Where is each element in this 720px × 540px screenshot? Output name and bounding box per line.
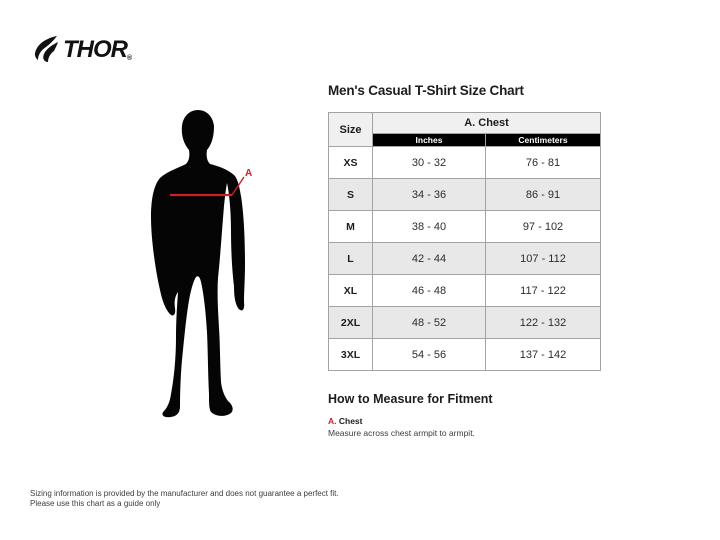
centimeters-value: 117 - 122: [486, 275, 601, 307]
thor-helmet-icon: [33, 36, 59, 63]
brand-name: [63, 35, 132, 63]
chest-group-header: A. Chest: [373, 113, 601, 134]
chart-title: Men's Casual T-Shirt Size Chart: [328, 83, 524, 98]
silhouette-svg: [148, 110, 263, 420]
centimeters-value: 107 - 112: [486, 243, 601, 275]
centimeters-value: 122 - 132: [486, 307, 601, 339]
size-column-header: Size: [329, 113, 373, 147]
table-row: [329, 307, 601, 339]
table-row: [329, 211, 601, 243]
measure-item-description: Measure across chest armpit to armpit.: [328, 428, 475, 438]
size-value: M: [329, 211, 373, 243]
inches-value: 48 - 52: [373, 307, 486, 339]
body-silhouette-shape: [151, 110, 245, 417]
inches-value: 34 - 36: [373, 179, 486, 211]
measure-item-label: [328, 416, 600, 426]
inches-value: 42 - 44: [373, 243, 486, 275]
centimeters-value: 97 - 102: [486, 211, 601, 243]
size-value: 2XL: [329, 307, 373, 339]
inches-column-header: Inches: [373, 134, 486, 147]
size-table-body: [329, 147, 601, 371]
inches-value: 54 - 56: [373, 339, 486, 371]
size-table: [328, 112, 601, 371]
size-table-head: [329, 113, 601, 147]
disclaimer-line-2: Please use this chart as a guide only: [30, 499, 161, 508]
size-chart-panel: [328, 83, 600, 438]
measure-guide-title: How to Measure for Fitment: [328, 392, 493, 406]
measure-guide-section: [328, 392, 600, 438]
table-row: [329, 147, 601, 179]
size-value: XS: [329, 147, 373, 179]
size-value: 3XL: [329, 339, 373, 371]
chest-measure-label: A: [245, 168, 253, 179]
inches-value: 46 - 48: [373, 275, 486, 307]
table-row: [329, 339, 601, 371]
measure-item-name: Chest: [338, 416, 363, 426]
disclaimer: [30, 489, 339, 509]
centimeters-column-header: Centimeters: [486, 134, 601, 147]
table-row: [329, 179, 601, 211]
body-silhouette-figure: [148, 110, 263, 420]
size-value: S: [329, 179, 373, 211]
inches-value: 38 - 40: [373, 211, 486, 243]
centimeters-value: 86 - 91: [486, 179, 601, 211]
centimeters-value: 76 - 81: [486, 147, 601, 179]
measure-guide-item: [328, 416, 600, 438]
disclaimer-line-1: Sizing information is provided by the manufacturer and does not guarantee a perfect fit.: [30, 489, 339, 498]
brand-logo: [33, 36, 131, 63]
size-value: XL: [329, 275, 373, 307]
brand-wordmark: THOR: [63, 35, 127, 63]
registered-mark: ®: [127, 54, 132, 62]
centimeters-value: 137 - 142: [486, 339, 601, 371]
measure-item-key: A.: [328, 416, 337, 426]
size-value: L: [329, 243, 373, 275]
table-row: [329, 243, 601, 275]
table-row: [329, 275, 601, 307]
inches-value: 30 - 32: [373, 147, 486, 179]
